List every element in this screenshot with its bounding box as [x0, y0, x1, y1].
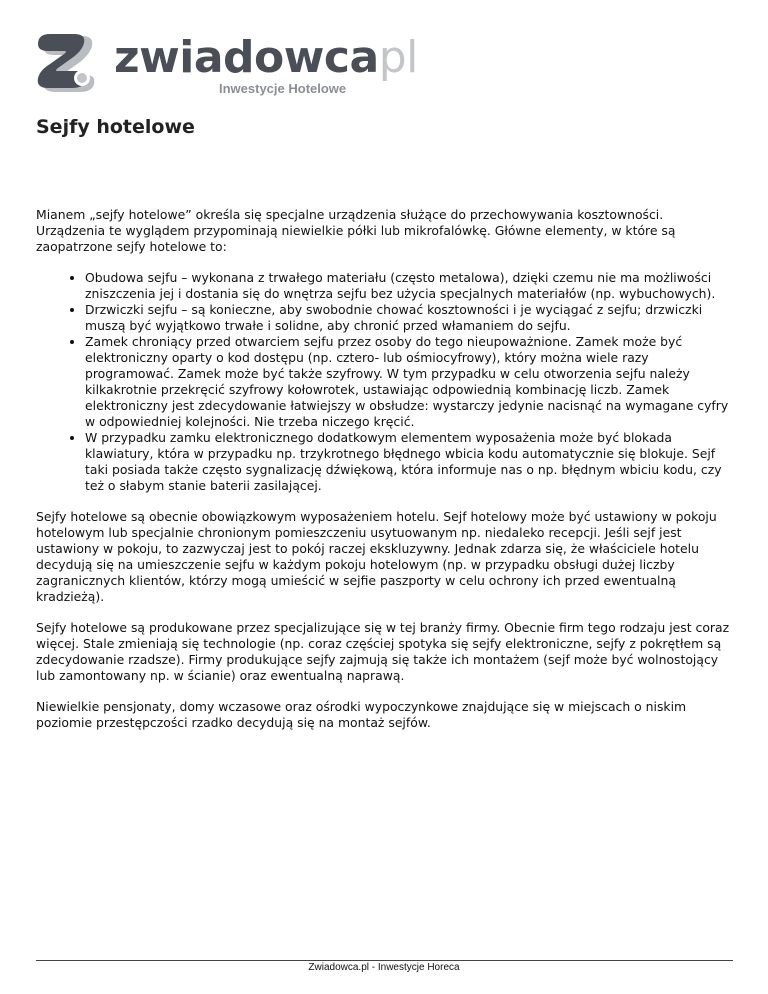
list-item: • Zamek chroniący przed otwarciem sejfu przez osoby do tego nieupoważnione. Zamek może być elektroniczny oparty o kod dostępu (np. cztero- lub ośmiocyfrowy), który można wiele razy programować. Zamek może być także szyfrowy. W tym przypadku w celu otworzenia sejfu należy kilkakrotnie przekręcić szyfrowy kołowrotek, ustawiając odpowiednią kombinację liczb. Zamek elektroniczny jest zdecydowanie łatwiejszy w obsłudze: wystarczy jedynie nacisnąć na wymagane cyfry w odpowiedniej kolejności. Nie trzeba niczego kręcić.	[85, 334, 736, 430]
article-body	[36, 207, 736, 746]
list-item: • W przypadku zamku elektronicznego dodatkowym elementem wyposażenia może być blokada klawiatury, która w przypadku np. trzykrotnego błędnego wbicia kodu automatycznie się blokuje. Sejf taki posiada także często sygnalizację dźwiękową, która informuje nas o np. błędnym wbiciu kodu, czy też o słabym stanie baterii zasilającej.	[85, 430, 736, 494]
footer-divider	[36, 960, 733, 961]
list-item: • Drzwiczki sejfu – są konieczne, aby swobodnie chować kosztowności i je wyciągać z sejfu; drzwiczki muszą być wyjątkowo trwałe i solidne, aby chronić przed włamaniem do sejfu.	[85, 302, 736, 334]
site-logo[interactable]	[36, 30, 436, 100]
intro-paragraph: Mianem „sejfy hotelowe” określa się specjalne urządzenia służące do przechowywania kosztowności. Urządzenia te wyglądem przypominają niewielkie półki lub mikrofalówkę. Główne elementy, w które są zaopatrzone sejfy hotelowe to:	[36, 207, 676, 254]
logo-wordmark	[114, 32, 418, 84]
body-paragraph: Niewielkie pensjonaty, domy wczasowe oraz ośrodki wypoczynkowe znajdujące się w miejscach o niskim poziomie przestępczości rzadko decydują się na montaż sejfów.	[36, 699, 687, 730]
zwiadowca-logo-mark-icon	[36, 32, 102, 94]
features-list	[36, 270, 736, 494]
body-paragraph: Sejfy hotelowe są produkowane przez specjalizujące się w tej branży firmy. Obecnie firm tego rodzaju jest coraz więcej. Stale zmieniają się technologie (np. coraz częściej spotyka się sejfy elektroniczne, sejfy z pokrętłem są zdecydowanie rzadsze). Firmy produkujące sejfy zajmują się także ich montażem (sejf może być wolnostojący lub zamontowany np. w ścianie) oraz ewentualną naprawą.	[36, 620, 730, 683]
logo-name: zwiadowca	[114, 32, 379, 83]
list-item: • Obudowa sejfu – wykonana z trwałego materiału (często metalowa), dzięki czemu nie ma możliwości zniszczenia jej i dostania się do wnętrza sejfu bez użycia specjalnych materiałów (np. wybuchowych).	[85, 270, 736, 302]
body-paragraph: Sejfy hotelowe są obecnie obowiązkowym wyposażeniem hotelu. Sejf hotelowy może być ustawiony w pokoju hotelowym lub specjalnie chronionym pomieszczeniu usytuowanym np. niedaleko recepcji. Jeśli sejf jest ustawiony w pokoju, to zazwyczaj jest to pokój raczej ekskluzywny. Jednak zdarza się, że właściciele hotelu decydują się na umieszczenie sejfu w każdym pokoju hotelowym (np. w przypadku obsługi dużej liczby zagranicznych klientów, którzy mogą umieścić w sejfie paszporty w celu ochrony ich przed ewentualną kradzieżą).	[36, 509, 717, 604]
logo-tld: pl	[378, 32, 418, 83]
logo-tagline: Inwestycje Hotelowe	[219, 81, 347, 96]
page-title: Sejfy hotelowe	[36, 116, 195, 138]
footer-text: Zwiadowca.pl - Inwestycje Horeca	[308, 962, 460, 973]
